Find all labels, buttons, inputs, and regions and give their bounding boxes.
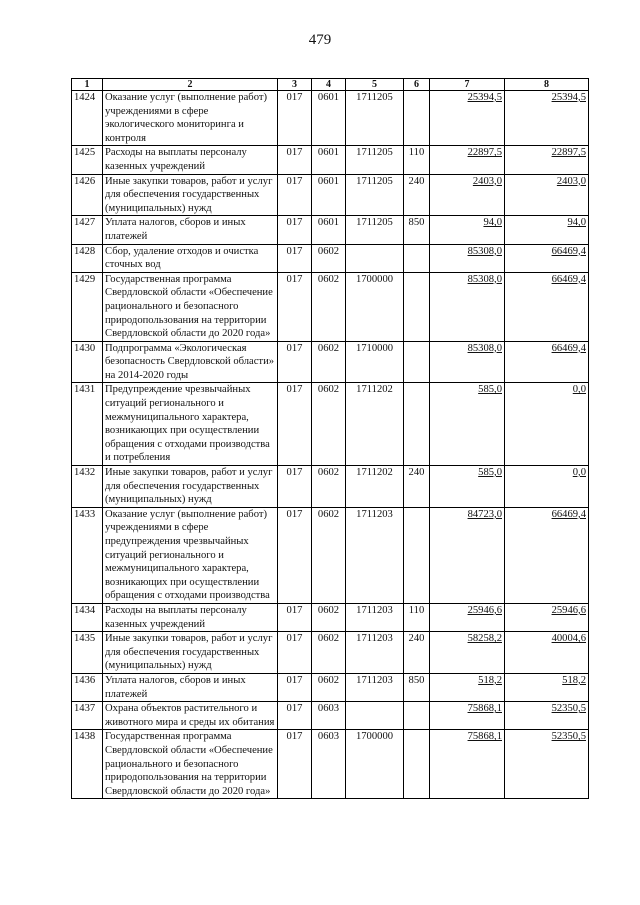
expense-type-code <box>404 507 430 603</box>
expense-type-code: 240 <box>404 466 430 508</box>
row-name: Государственная программа Свердловской области «Обеспечение рационального и безопасного природопользования на территории Свердловской области до 2020 года» <box>103 272 278 341</box>
amount-col7: 22897,5 <box>430 146 505 174</box>
row-name: Оказание услуг (выполнение работ) учреждениями в сфере экологического мониторинга и контроля <box>103 91 278 146</box>
col-header: 3 <box>278 79 312 91</box>
ministry-code: 017 <box>278 244 312 272</box>
target-article-code: 1711205 <box>346 146 404 174</box>
amount-col8: 2403,0 <box>505 174 589 216</box>
amount-col8: 0,0 <box>505 383 589 466</box>
target-article-code: 1700000 <box>346 730 404 799</box>
target-article-code: 1711203 <box>346 603 404 631</box>
expense-type-code: 110 <box>404 146 430 174</box>
expense-type-code: 850 <box>404 673 430 701</box>
row-number: 1429 <box>72 272 103 341</box>
target-article-code: 1711205 <box>346 174 404 216</box>
table-row <box>72 466 589 508</box>
table-row <box>72 91 589 146</box>
row-name: Государственная программа Свердловской области «Обеспечение рационального и безопасного природопользования на территории Свердловской области до 2020 года» <box>103 730 278 799</box>
section-code: 0602 <box>312 341 346 383</box>
amount-col7: 2403,0 <box>430 174 505 216</box>
row-name: Предупреждение чрезвычайных ситуаций регионального и межмуниципального характера, возникающих при осуществлении обращения с отходами производства и потребления <box>103 383 278 466</box>
amount-col7: 85308,0 <box>430 244 505 272</box>
ministry-code: 017 <box>278 702 312 730</box>
amount-col8: 66469,4 <box>505 272 589 341</box>
expense-type-code <box>404 383 430 466</box>
section-code: 0602 <box>312 244 346 272</box>
row-name: Уплата налогов, сборов и иных платежей <box>103 216 278 244</box>
amount-col8: 25946,6 <box>505 603 589 631</box>
expense-type-code <box>404 730 430 799</box>
row-number: 1437 <box>72 702 103 730</box>
amount-col7: 85308,0 <box>430 272 505 341</box>
section-code: 0602 <box>312 603 346 631</box>
table-row <box>72 244 589 272</box>
row-name: Иные закупки товаров, работ и услуг для обеспечения государственных (муниципальных) нужд <box>103 174 278 216</box>
ministry-code: 017 <box>278 730 312 799</box>
expense-type-code: 240 <box>404 174 430 216</box>
row-name: Иные закупки товаров, работ и услуг для обеспечения государственных (муниципальных) нужд <box>103 632 278 674</box>
col-header: 2 <box>103 79 278 91</box>
table-row <box>72 507 589 603</box>
table-body <box>72 91 589 799</box>
col-header: 1 <box>72 79 103 91</box>
amount-col7: 85308,0 <box>430 341 505 383</box>
ministry-code: 017 <box>278 632 312 674</box>
ministry-code: 017 <box>278 146 312 174</box>
table-row <box>72 146 589 174</box>
row-number: 1427 <box>72 216 103 244</box>
col-header: 5 <box>346 79 404 91</box>
target-article-code: 1711203 <box>346 673 404 701</box>
ministry-code: 017 <box>278 383 312 466</box>
amount-col8: 52350,5 <box>505 702 589 730</box>
col-header: 4 <box>312 79 346 91</box>
amount-col7: 518,2 <box>430 673 505 701</box>
row-number: 1435 <box>72 632 103 674</box>
amount-col8: 40004,6 <box>505 632 589 674</box>
row-number: 1426 <box>72 174 103 216</box>
row-number: 1431 <box>72 383 103 466</box>
amount-col7: 75868,1 <box>430 730 505 799</box>
table-row <box>72 341 589 383</box>
table-row <box>72 632 589 674</box>
amount-col8: 94,0 <box>505 216 589 244</box>
amount-col8: 66469,4 <box>505 244 589 272</box>
amount-col8: 52350,5 <box>505 730 589 799</box>
target-article-code: 1711203 <box>346 632 404 674</box>
section-code: 0602 <box>312 673 346 701</box>
ministry-code: 017 <box>278 466 312 508</box>
row-name: Иные закупки товаров, работ и услуг для обеспечения государственных (муниципальных) нужд <box>103 466 278 508</box>
row-name: Расходы на выплаты персоналу казенных учреждений <box>103 146 278 174</box>
target-article-code: 1711205 <box>346 216 404 244</box>
table-row <box>72 603 589 631</box>
section-code: 0602 <box>312 507 346 603</box>
table-row <box>72 730 589 799</box>
amount-col8: 66469,4 <box>505 341 589 383</box>
section-code: 0602 <box>312 272 346 341</box>
row-name: Расходы на выплаты персоналу казенных учреждений <box>103 603 278 631</box>
amount-col7: 75868,1 <box>430 702 505 730</box>
section-code: 0602 <box>312 383 346 466</box>
target-article-code <box>346 702 404 730</box>
row-name: Оказание услуг (выполнение работ) учреждениями в сфере предупреждения чрезвычайных ситуаций регионального и межмуниципального характера, возникающих при осуществлении обращения с отходами производства <box>103 507 278 603</box>
col-header: 7 <box>430 79 505 91</box>
amount-col7: 25394,5 <box>430 91 505 146</box>
row-number: 1438 <box>72 730 103 799</box>
budget-table <box>71 78 589 799</box>
section-code: 0603 <box>312 702 346 730</box>
target-article-code: 1711205 <box>346 91 404 146</box>
ministry-code: 017 <box>278 174 312 216</box>
section-code: 0601 <box>312 216 346 244</box>
amount-col8: 0,0 <box>505 466 589 508</box>
target-article-code: 1711202 <box>346 466 404 508</box>
amount-col7: 585,0 <box>430 466 505 508</box>
expense-type-code <box>404 272 430 341</box>
section-code: 0603 <box>312 730 346 799</box>
amount-col7: 94,0 <box>430 216 505 244</box>
amount-col8: 518,2 <box>505 673 589 701</box>
page-number: 479 <box>308 32 332 48</box>
section-code: 0601 <box>312 146 346 174</box>
row-number: 1430 <box>72 341 103 383</box>
ministry-code: 017 <box>278 507 312 603</box>
header-row <box>72 79 589 91</box>
table-row <box>72 216 589 244</box>
amount-col7: 25946,6 <box>430 603 505 631</box>
table-row <box>72 383 589 466</box>
row-number: 1436 <box>72 673 103 701</box>
target-article-code: 1711202 <box>346 383 404 466</box>
section-code: 0602 <box>312 466 346 508</box>
ministry-code: 017 <box>278 91 312 146</box>
amount-col8: 66469,4 <box>505 507 589 603</box>
ministry-code: 017 <box>278 673 312 701</box>
row-number: 1425 <box>72 146 103 174</box>
row-name: Сбор, удаление отходов и очистка сточных вод <box>103 244 278 272</box>
ministry-code: 017 <box>278 272 312 341</box>
section-code: 0601 <box>312 174 346 216</box>
amount-col7: 84723,0 <box>430 507 505 603</box>
target-article-code: 1711203 <box>346 507 404 603</box>
target-article-code: 1700000 <box>346 272 404 341</box>
section-code: 0601 <box>312 91 346 146</box>
row-number: 1433 <box>72 507 103 603</box>
expense-type-code <box>404 244 430 272</box>
section-code: 0602 <box>312 632 346 674</box>
expense-type-code <box>404 702 430 730</box>
target-article-code: 1710000 <box>346 341 404 383</box>
target-article-code <box>346 244 404 272</box>
expense-type-code <box>404 91 430 146</box>
col-header: 8 <box>505 79 589 91</box>
table-row <box>72 702 589 730</box>
amount-col7: 585,0 <box>430 383 505 466</box>
expense-type-code: 240 <box>404 632 430 674</box>
col-header: 6 <box>404 79 430 91</box>
row-number: 1432 <box>72 466 103 508</box>
table-row <box>72 673 589 701</box>
expense-type-code <box>404 341 430 383</box>
row-number: 1428 <box>72 244 103 272</box>
row-number: 1424 <box>72 91 103 146</box>
table-row <box>72 174 589 216</box>
amount-col7: 58258,2 <box>430 632 505 674</box>
row-name: Подпрограмма «Экологическая безопасность Свердловской области» на 2014-2020 годы <box>103 341 278 383</box>
row-name: Охрана объектов растительного и животного мира и среды их обитания <box>103 702 278 730</box>
row-name: Уплата налогов, сборов и иных платежей <box>103 673 278 701</box>
ministry-code: 017 <box>278 603 312 631</box>
expense-type-code: 850 <box>404 216 430 244</box>
amount-col8: 25394,5 <box>505 91 589 146</box>
expense-type-code: 110 <box>404 603 430 631</box>
table-row <box>72 272 589 341</box>
row-number: 1434 <box>72 603 103 631</box>
ministry-code: 017 <box>278 216 312 244</box>
amount-col8: 22897,5 <box>505 146 589 174</box>
ministry-code: 017 <box>278 341 312 383</box>
